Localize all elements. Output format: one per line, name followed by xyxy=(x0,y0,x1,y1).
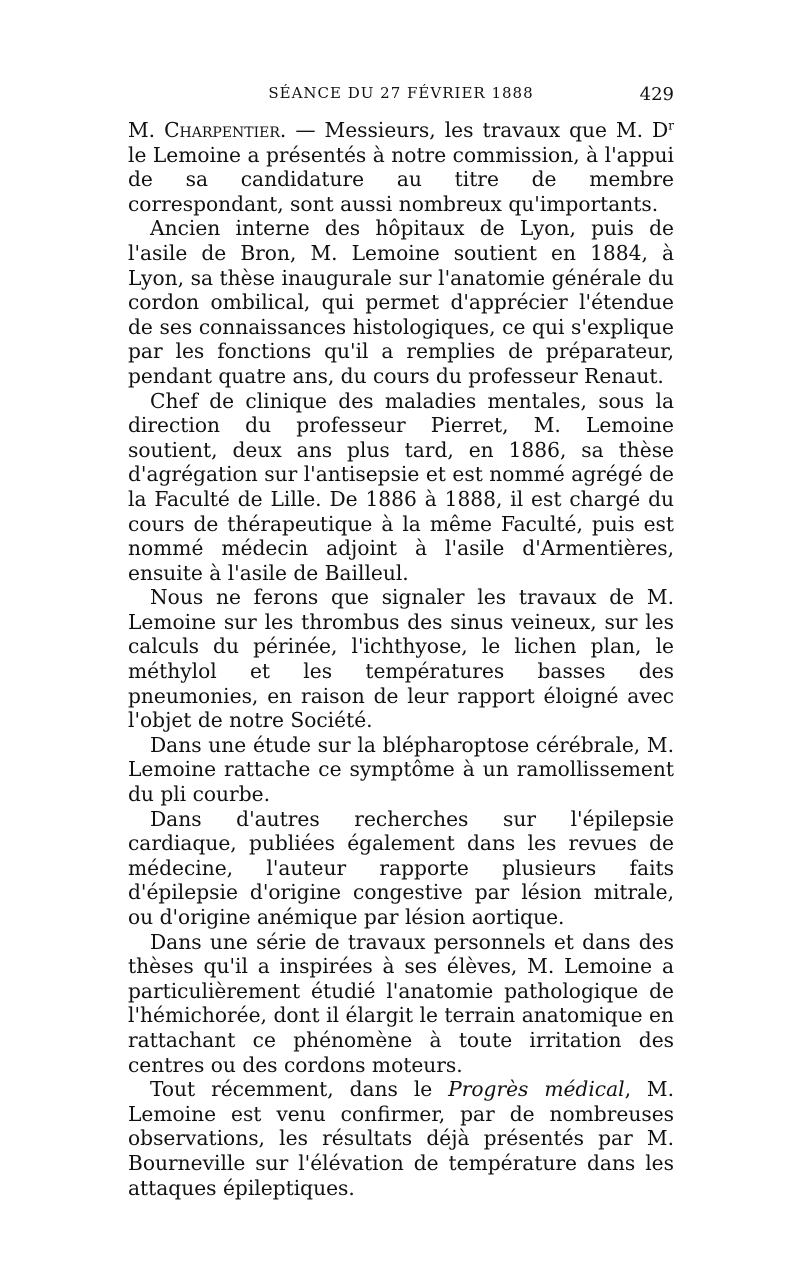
page-number: 429 xyxy=(639,84,674,105)
paragraph-8 xyxy=(128,1077,674,1200)
running-header xyxy=(128,84,674,118)
doctor-abbrev-superscript: r xyxy=(668,118,674,133)
document-page xyxy=(128,84,674,1200)
paragraph-8-text: , M. Lemoine est venu confirmer, par de nombreuses observations, les résultats déjà présentés par M. Bourneville sur l'élévation de température dans les attaques épileptiques. xyxy=(128,1077,675,1200)
paragraph-4: Nous ne ferons que signaler les travaux de M. Lemoine sur les thrombus des sinus veineux, sur les calculs du périnée, l'ichthyose, le lichen plan, le méthylol et les températures basses des pneumonies, en raison de leur rapport éloigné avec l'objet de notre Société. xyxy=(128,585,674,733)
body-text xyxy=(128,118,674,1200)
paragraph-1 xyxy=(128,118,674,216)
paragraph-1-lead: — Messieurs, les travaux que M. D xyxy=(286,118,669,142)
running-title: SÉANCE DU 27 FÉVRIER 1888 xyxy=(268,84,534,102)
paragraph-2: Ancien interne des hôpitaux de Lyon, puis de l'asile de Bron, M. Lemoine soutient en 1884, à Lyon, sa thèse inaugurale sur l'anatomie générale du cordon ombilical, qui permet d'apprécier l'étendue de ses connaissances histologiques, ce qui s'explique par les fonctions qu'il a remplies de préparateur, pendant quatre ans, du cours du professeur Renaut. xyxy=(128,216,674,388)
paragraph-3: Chef de clinique des maladies mentales, sous la direction du professeur Pierret, M. Lemoine soutient, deux ans plus tard, en 1886, sa thèse d'agrégation sur l'antisepsie et est nommé agrégé de la Faculté de Lille. De 1886 à 1888, il est chargé du cours de thérapeutique à la même Faculté, puis est nommé médecin adjoint à l'asile d'Armentières, ensuite à l'asile de Bailleul. xyxy=(128,388,674,585)
speaker-name: Charpentier. xyxy=(164,118,287,142)
speaker-prefix: M. xyxy=(128,118,165,142)
paragraph-1-text: le Lemoine a présentés à notre commission, à l'appui de sa candidature au titre de membre correspondant, sont aussi nombreux qu'importants. xyxy=(128,142,674,216)
paragraph-6: Dans d'autres recherches sur l'épilepsie cardiaque, publiées également dans les revues de médecine, l'auteur rapporte plusieurs faits d'épilepsie d'origine congestive par lésion mitrale, ou d'origine anémique par lésion aortique. xyxy=(128,806,674,929)
paragraph-5: Dans une étude sur la blépharoptose cérébrale, M. Lemoine rattache ce symptôme à un ramollissement du pli courbe. xyxy=(128,732,674,807)
paragraph-7: Dans une série de travaux personnels et dans des thèses qu'il a inspirées à ses élèves, M. Lemoine a particulièrement étudié l'anatomie pathologique de l'hémichorée, dont il élargit le terrain anatomique en rattachant ce phénomène à toute irritation des centres ou des cordons moteurs. xyxy=(128,929,674,1077)
journal-title: Progrès médical xyxy=(448,1077,625,1102)
paragraph-8-lead: Tout récemment, dans le xyxy=(150,1077,449,1102)
